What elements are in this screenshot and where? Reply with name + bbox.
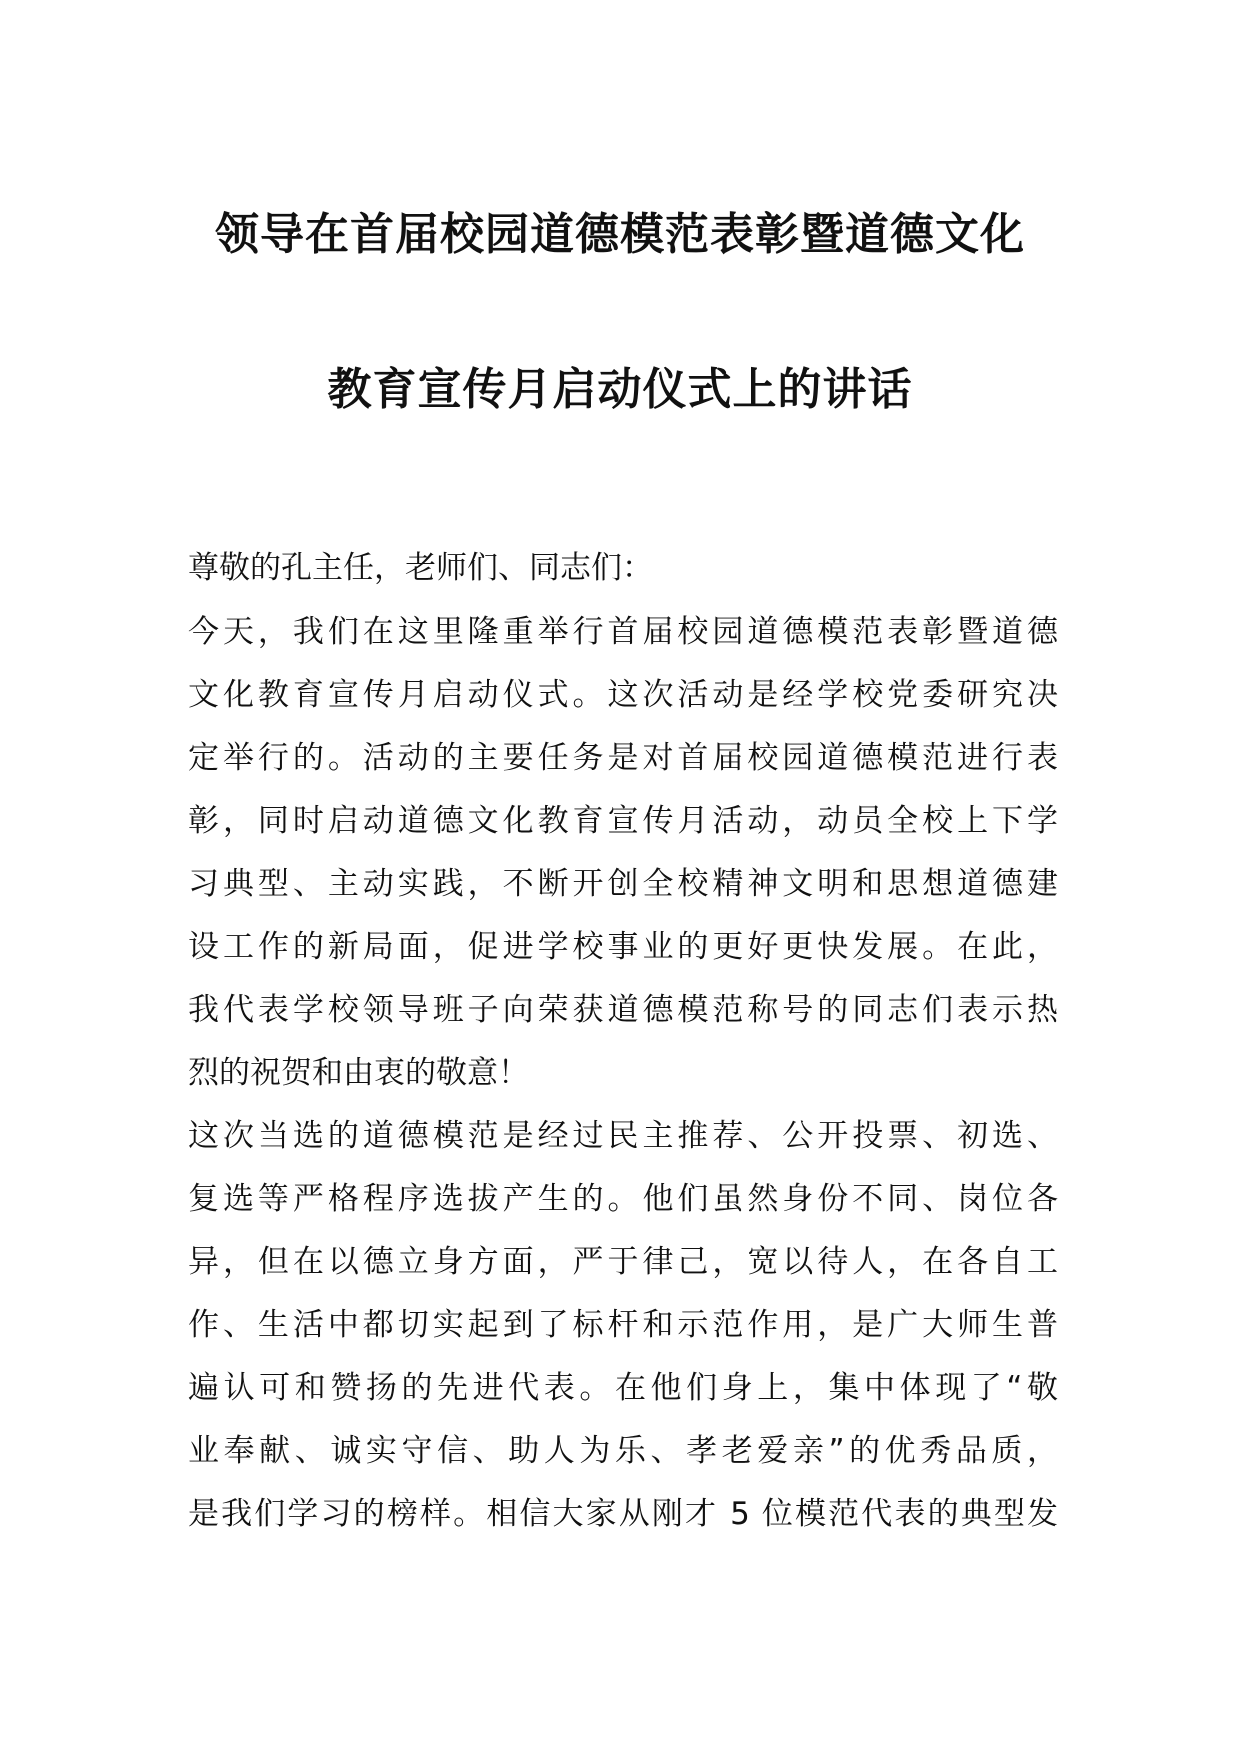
body-line: 今天，我们在这里隆重举行首届校园道德模范表彰暨道德 [188, 614, 1058, 650]
document-title-line-1: 领导在首届校园道德模范表彰暨道德文化 [215, 209, 1025, 260]
body-line: 异，但在以德立身方面，严于律己，宽以待人，在各自工 [188, 1244, 1058, 1280]
body-line: 这次当选的道德模范是经过民主推荐、公开投票、初选、 [188, 1118, 1058, 1154]
body-line: 设工作的新局面，促进学校事业的更好更快发展。在此， [188, 929, 1058, 965]
body-line: 复选等严格程序选拔产生的。他们虽然身份不同、岗位各 [188, 1181, 1058, 1217]
body-line: 烈的祝贺和由衷的敬意！ [188, 1055, 529, 1091]
body-line: 文化教育宣传月启动仪式。这次活动是经学校党委研究决 [188, 677, 1058, 713]
body-line: 习典型、主动实践，不断开创全校精神文明和思想道德建 [188, 866, 1058, 902]
document-title-line-2: 教育宣传月启动仪式上的讲话 [327, 364, 913, 415]
body-line: 遍认可和赞扬的先进代表。在他们身上，集中体现了“敬 [188, 1370, 1058, 1406]
body-line: 是我们学习的榜样。相信大家从刚才 5 位模范代表的典型发 [188, 1496, 1058, 1532]
body-line: 业奉献、诚实守信、助人为乐、孝老爱亲”的优秀品质， [188, 1433, 1058, 1469]
body-line: 彰，同时启动道德文化教育宣传月活动，动员全校上下学 [188, 803, 1058, 839]
body-line: 我代表学校领导班子向荣获道德模范称号的同志们表示热 [188, 992, 1058, 1028]
salutation-line: 尊敬的孔主任，老师们、同志们： [188, 550, 653, 586]
body-line: 作、生活中都切实起到了标杆和示范作用，是广大师生普 [188, 1307, 1058, 1343]
body-line: 定举行的。活动的主要任务是对首届校园道德模范进行表 [188, 740, 1058, 776]
